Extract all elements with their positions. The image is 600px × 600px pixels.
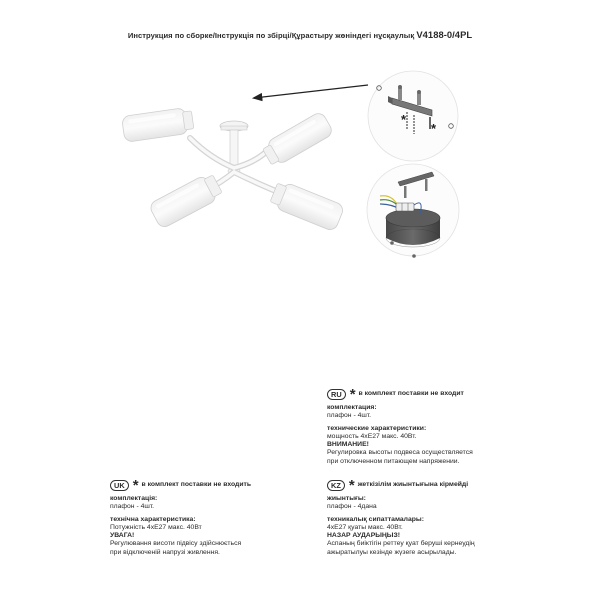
kz-not-included-note: жеткізілім жиынтығына кірмейді: [357, 481, 469, 489]
uk-warning-title: УВАГА!: [110, 532, 135, 540]
asterisk-icon: *: [431, 121, 437, 136]
uk-kit-heading: комплектація:: [110, 495, 158, 502]
kz-language-badge: KZ: [327, 480, 345, 491]
kz-warning-line-2: ажыратылуы кезінде жүзеге асырылады.: [327, 548, 457, 556]
ru-not-included-note: в комплект поставки не входит: [358, 390, 464, 398]
kz-kit-item: плафон - 4дана: [327, 503, 377, 511]
kz-spec-power: 4xE27 қуаты макс. 40Вт.: [327, 523, 403, 531]
kz-spec-heading: техникалық сипаттамалары:: [327, 515, 424, 523]
ru-kit-item: плафон - 4шт.: [327, 412, 372, 420]
uk-kit-item: плафон - 4шт.: [110, 503, 155, 511]
asterisk-icon: *: [132, 476, 139, 494]
uk-warning-line-1: Регулювання висоти підвісу здійснюється: [110, 540, 242, 548]
uk-spec-heading: технічна характеристика:: [110, 515, 196, 523]
uk-spec-power: Потужність 4xE27 макс. 40Вт: [110, 523, 202, 531]
model-number: V4188-0/4PL: [416, 29, 473, 40]
kz-info-block: [327, 476, 475, 557]
mounting-bracket-detail: [368, 71, 458, 161]
uk-not-included-note: в комплект поставки не входить: [141, 481, 252, 489]
ru-warning-line-1: Регулировка высоты подвеса осуществляется: [327, 449, 473, 457]
kz-warning-title: НАЗАР АУДАРЫҢЫЗ!: [327, 532, 400, 540]
canopy-wiring-detail: [367, 164, 459, 258]
uk-warning-line-2: при відключеній напрузі живлення.: [110, 548, 220, 556]
ru-kit-heading: комплектация:: [327, 404, 377, 411]
asterisk-icon: *: [349, 385, 356, 403]
direction-arrow: [254, 85, 368, 98]
ru-info-block: [327, 385, 473, 466]
title-text: Инструкция по сборке/Інструкція по збірці/Құрастыру жөніндегі нұсқаулық: [127, 31, 415, 40]
chandelier-drawing: [122, 107, 345, 232]
uk-language-badge: UK: [110, 480, 129, 491]
kz-kit-heading: жиынтығы:: [327, 495, 366, 502]
asterisk-icon: *: [348, 476, 355, 494]
ru-warning-line-2: при отключенном питающем напряжении.: [327, 457, 460, 465]
ru-spec-heading: технические характеристики:: [327, 424, 427, 432]
kz-warning-line-1: Аспаның биіктігін реттеу қуат беруші кернеудің: [327, 540, 475, 548]
ru-warning-title: ВНИМАНИЕ!: [327, 441, 369, 449]
ru-language-badge: RU: [327, 389, 346, 400]
uk-info-block: [110, 476, 252, 557]
asterisk-icon: *: [401, 112, 407, 127]
ru-spec-power: мощность 4xE27 макс. 40Вт.: [327, 432, 417, 440]
